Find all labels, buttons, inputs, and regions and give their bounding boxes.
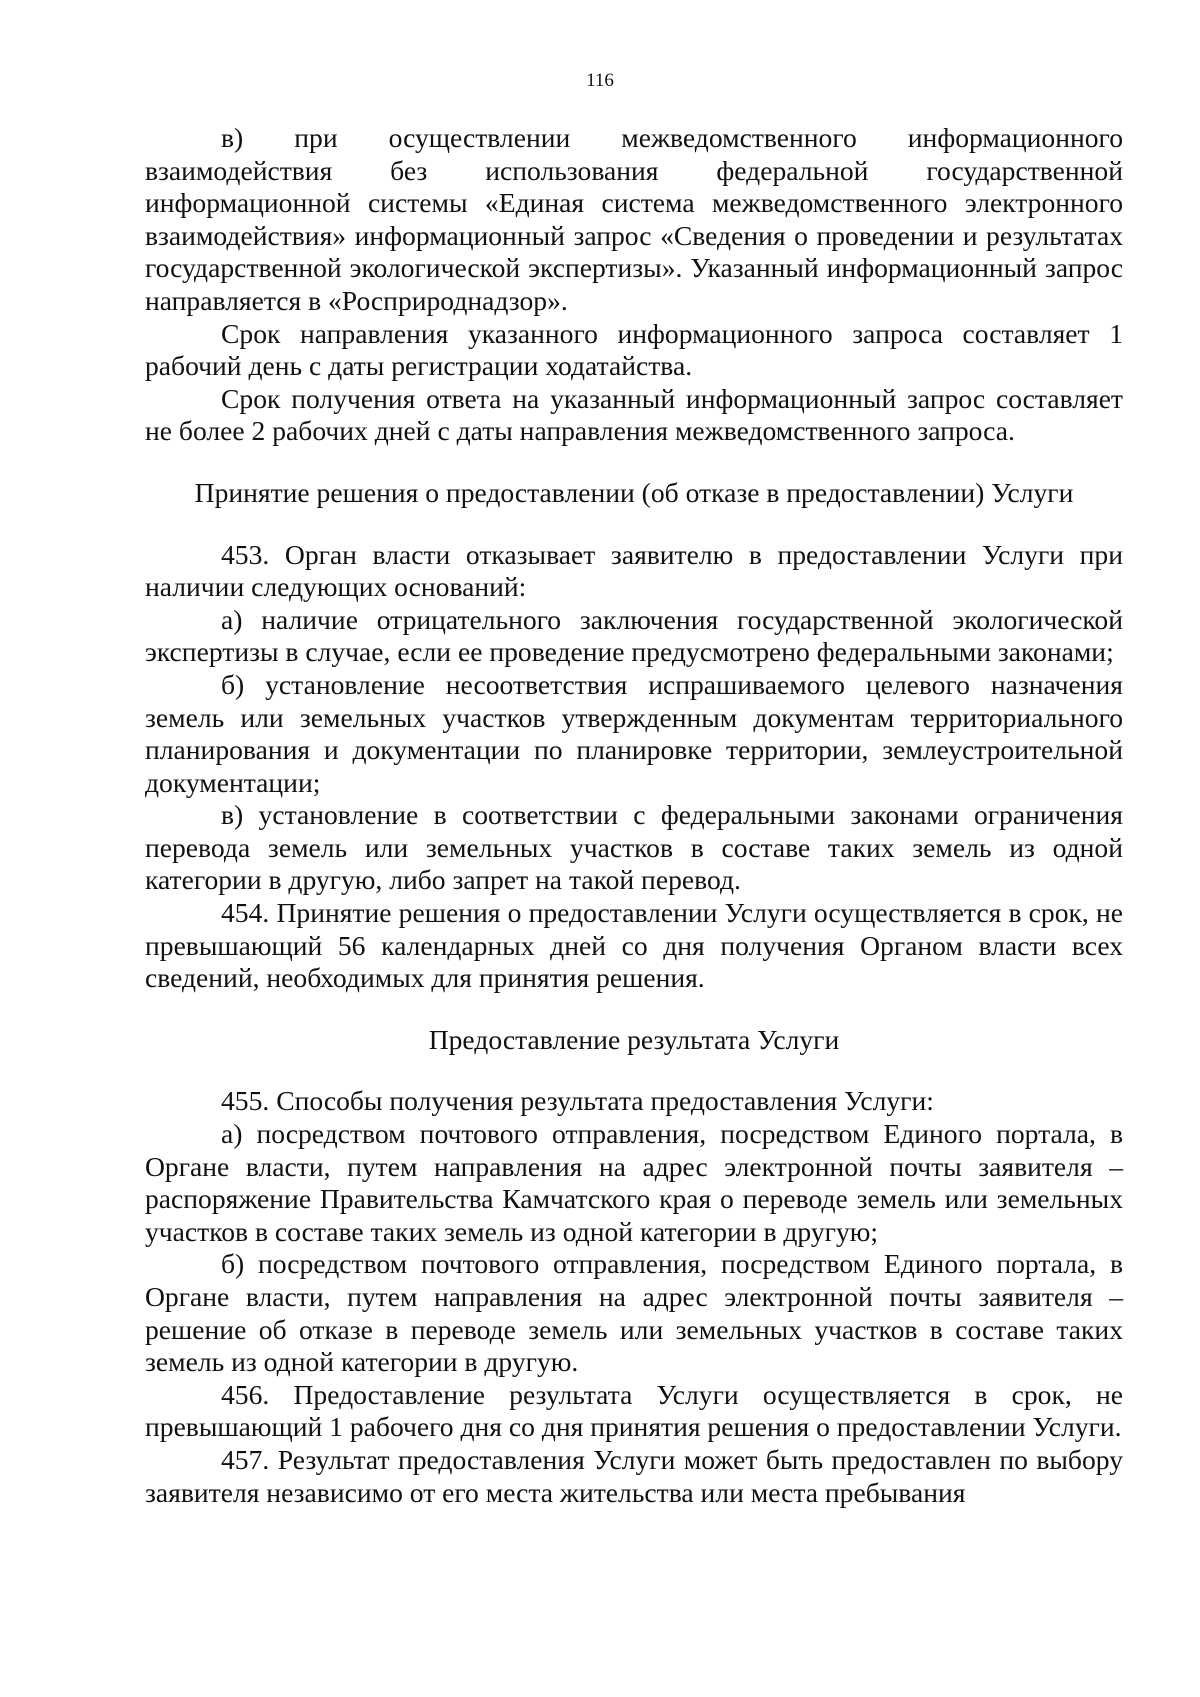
paragraph: а) наличие отрицательного заключения государственной экологической экспертизы в случае, если ее проведение предусмотрено федеральными законами;: [145, 603, 1123, 668]
paragraph: 456. Предоставление результата Услуги осуществляется в срок, не превышающий 1 рабочего дня со дня принятия решения о предоставлении Услуги.: [145, 1378, 1123, 1443]
paragraph: Срок получения ответа на указанный информационный запрос составляет не более 2 рабочих дней с даты направления межведомственного запроса.: [145, 382, 1123, 447]
paragraph: 454. Принятие решения о предоставлении Услуги осуществляется в срок, не превышающий 56 календарных дней со дня получения Органом власти всех сведений, необходимых для принятия решения.: [145, 897, 1123, 994]
paragraph: Срок направления указанного информационного запроса составляет 1 рабочий день с даты регистрации ходатайства.: [145, 317, 1123, 382]
document-body: [145, 122, 1123, 1509]
paragraph: 457. Результат предоставления Услуги может быть предоставлен по выбору заявителя независимо от его места жительства или места пребывания: [145, 1443, 1123, 1508]
section-heading: Предоставление результата Услуги: [428, 1023, 840, 1055]
paragraph: а) посредством почтового отправления, посредством Единого портала, в Органе власти, путем направления на адрес электронной почты заявителя – распоряжение Правительства Камчатского края о переводе земель или земельных участков в составе таких земель из одной категории в другую;: [145, 1118, 1123, 1247]
paragraph: 455. Способы получения результата предоставления Услуги:: [221, 1085, 934, 1117]
paragraph: б) установление несоответствия испрашиваемого целевого назначения земель или земельных участков утвержденным документам территориального планирования и документации по планировке территории, землеустроительной документации;: [145, 668, 1123, 798]
section-heading: Принятие решения о предоставлении (об отказе в предоставлении) Услуги: [194, 476, 1074, 508]
paragraph: в) установление в соответствии с федеральными законами ограничения перевода земель или земельных участков в составе таких земель из одной категории в другую, либо запрет на такой перевод.: [145, 799, 1123, 896]
paragraph: 453. Орган власти отказывает заявителю в предоставлении Услуги при наличии следующих оснований:: [145, 538, 1123, 603]
paragraph: в) при осуществлении межведомственного информационного взаимодействия без использования федеральной государственной информационной системы «Единая система межведомственного электронного взаимодействия» информационный запрос «Сведения о проведении и результатах государственной экологической экспертизы». Указанный информационный запрос направляется в «Росприроднадзор».: [145, 122, 1123, 316]
page-number: 116: [586, 70, 614, 91]
paragraph: б) посредством почтового отправления, посредством Единого портала, в Органе власти, путем направления на адрес электронной почты заявителя – решение об отказе в переводе земель или земельных участков в составе таких земель из одной категории в другую.: [145, 1248, 1123, 1378]
